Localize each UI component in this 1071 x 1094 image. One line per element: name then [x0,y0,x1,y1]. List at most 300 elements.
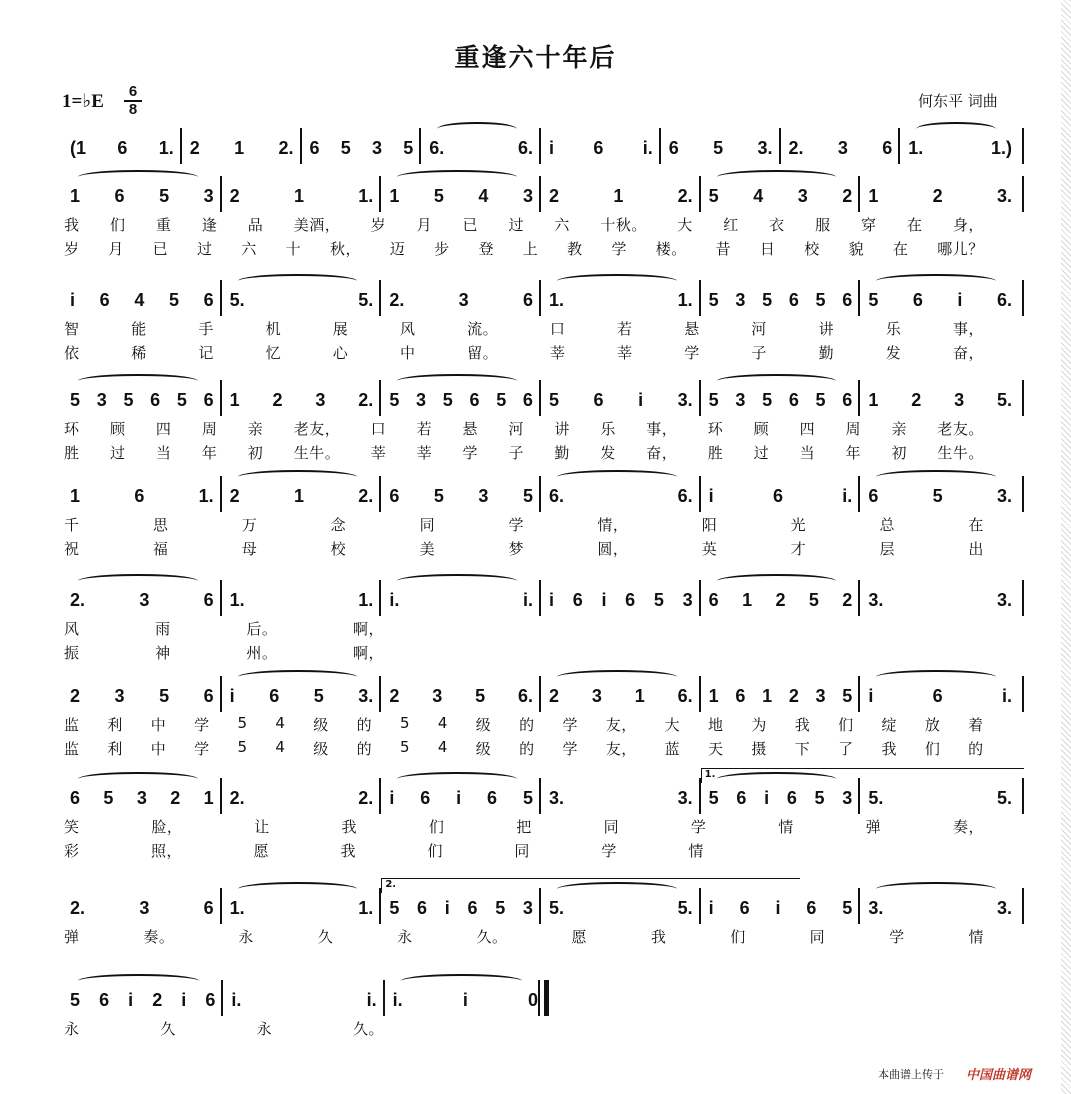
note: 2 [932,186,943,206]
lyric-word: 层 [879,540,896,558]
lyric-word: 奏。 [143,928,175,946]
time-signature-top: 6 [128,83,138,100]
note: 2. [70,590,86,610]
lyric-word: 机 [265,320,282,338]
note: 6. [517,138,533,158]
lyric-word: 周 [845,420,862,438]
note: 6 [420,788,431,808]
lyric-word: 4 [437,714,448,732]
barline [539,476,541,512]
barline [898,128,900,164]
note: 4 [478,186,489,206]
slur [397,574,517,588]
note: 1 [293,486,304,506]
barline [539,580,541,616]
lyric-word: 祝 [64,540,80,558]
lyric-word: 身， [952,216,984,234]
note: i [389,788,395,808]
lyric-word: 利 [107,716,123,734]
note: i [775,898,781,918]
lyric-word: 学 [462,444,479,462]
note: 6 [522,390,533,410]
lyric-word: 监 [64,740,80,758]
lyric-word: 情 [778,818,794,836]
note: 3. [868,898,884,918]
slur [397,374,517,388]
page-title: 重逢六十年后 [454,43,617,72]
lyric-word: 年 [845,444,862,462]
lyric-word: 们 [427,842,443,860]
measure [231,990,376,1016]
lyric-word: 了 [838,740,854,758]
measure [389,486,533,512]
note: 3. [358,686,374,706]
lyric-word: 让 [254,818,270,836]
author-credit: 何东平 词曲 [918,92,998,110]
site-logo: 中国曲谱网 [966,1068,1032,1083]
lyric-word: 友， [605,740,637,758]
measure [868,788,1012,814]
lyric-word: 过 [508,216,524,234]
slur [557,274,677,288]
lyric-word: 万 [241,516,258,534]
lyric-line-1 [64,926,984,948]
note: 5 [815,290,826,310]
note: 3 [458,290,469,310]
notes-row [0,580,1071,616]
note: 4 [134,290,145,310]
note: (1 [70,138,87,158]
measure [389,898,533,924]
note: i. [389,590,400,610]
measure [868,290,1012,316]
measure [230,788,374,814]
lyric-word: 顾 [109,420,126,438]
note: 5 [762,290,773,310]
note: 6 [788,390,799,410]
note: 3. [677,788,693,808]
slur [78,170,198,184]
lyric-word: 学 [611,240,627,258]
note: 5 [475,686,486,706]
note: 6. [429,138,445,158]
lyric-word: 哪儿？ [937,240,984,258]
barline [699,580,701,616]
note: 6 [868,486,879,506]
lyric-word: 5 [237,714,248,732]
slur [397,170,517,184]
note: 5 [496,390,507,410]
lyric-word: 讲 [818,320,835,338]
note: 5 [762,390,773,410]
note: 6 [205,990,216,1010]
lyric-word: 级 [313,716,329,734]
slur [876,470,996,484]
lyric-word: 我 [650,928,667,946]
note: 5 [389,898,400,918]
lyric-word: 初 [247,444,264,462]
note: 6 [150,390,161,410]
final-barline-thick [544,980,549,1016]
lyric-word: 若 [416,420,433,438]
lyric-word: 岁 [64,240,80,258]
page-edge-pattern [1061,0,1071,1094]
note: 6 [806,898,817,918]
note: 2. [358,788,374,808]
slur [238,470,358,484]
note: i. [522,590,533,610]
note: 6 [786,788,797,808]
measure [908,138,1012,164]
measure [429,138,533,164]
barline [539,676,541,712]
lyric-word: 学 [690,818,707,836]
lyric-word: 过 [196,240,213,258]
note: 6 [593,138,604,158]
note: 6 [739,898,750,918]
note: 3. [549,788,565,808]
barline [539,176,541,212]
note: 6 [842,390,853,410]
lyric-word: 教 [567,240,583,258]
lyric-word: 笑 [64,818,80,836]
lyric-word: 胜 [707,444,724,462]
barline [220,676,222,712]
lyric-word: 大 [677,216,693,234]
note: 2 [170,788,181,808]
note: 1. [229,898,245,918]
note: i [601,590,607,610]
lyric-word: 地 [708,716,724,734]
barline [1022,580,1024,616]
lyric-word: 六 [241,240,257,258]
note: i [708,486,714,506]
note: 5. [229,290,245,310]
note: 5 [433,186,444,206]
lyric-word: 级 [313,740,329,758]
lyric-word: 逢 [201,216,218,234]
barline [1022,778,1024,814]
lyric-word: 的 [356,740,373,758]
lyric-word: 在 [968,516,984,534]
lyric-word: 过 [753,444,770,462]
barline [220,280,222,316]
lyric-word: 情 [968,928,984,946]
note: 2 [272,390,283,410]
lyric-word: 过 [109,444,126,462]
note: 1 [742,590,753,610]
note: 2. [70,898,86,918]
measure [389,788,533,814]
note: 6 [99,290,110,310]
notes-row [0,176,1071,212]
note: 1 [70,186,81,206]
measure [709,686,853,712]
barline [1022,380,1024,416]
measure [549,686,693,712]
note: 6 [417,898,428,918]
note: i [638,390,644,410]
lyric-word: 们 [924,740,941,758]
lyric-word: 莘 [617,344,633,362]
barline [858,280,860,316]
note: 5 [549,390,560,410]
lyric-word: 蓝 [664,740,681,758]
note: i. [642,138,653,158]
barline [858,176,860,212]
note: 5. [868,788,884,808]
barline [659,128,661,164]
lyric-word: 母 [241,540,258,558]
measure [70,990,215,1016]
measure [389,390,533,416]
measure [230,186,374,212]
lyric-word: 啊， [352,620,384,638]
lyric-word: 弹 [64,928,80,946]
note: 6 [469,390,480,410]
lyric-word: 风 [399,320,416,338]
note: 3. [868,590,884,610]
note: 5. [358,290,374,310]
note: 3 [815,686,826,706]
note: 5 [708,186,719,206]
lyric-word: 们 [838,716,854,734]
lyric-word: 风 [64,620,80,638]
note: 5 [176,390,187,410]
lyric-word: 十 [285,240,302,258]
note: 5 [168,290,179,310]
lyric-line-2 [64,538,984,560]
notes-row [0,769,1071,814]
lyric-line-2 [64,840,704,862]
slur [238,670,358,684]
lyric-word: 总 [879,516,896,534]
note: 5. [996,390,1012,410]
note: 3 [522,186,533,206]
lyric-word: 已 [152,240,169,258]
note: 3 [371,138,382,158]
note: 3 [139,590,150,610]
barline [1022,128,1024,164]
lyric-word: 年 [201,444,218,462]
lyric-line-1 [64,318,984,340]
measure [549,186,693,212]
lyric-word: 日 [759,240,776,258]
note: i. [366,990,377,1010]
note: 5 [389,390,400,410]
note: 3 [136,788,147,808]
lyric-word: 中 [399,344,416,362]
note: i [708,898,714,918]
note: 2. [788,138,804,158]
note: 6 [203,686,214,706]
note: 6 [772,486,783,506]
lyric-word: 已 [462,216,479,234]
slur [78,772,198,786]
note: 1. [549,290,565,310]
note: 1 [868,186,879,206]
lyric-line-1 [64,1018,384,1040]
volta-bracket: 1. [701,768,1024,783]
lyric-word: 楼。 [655,240,687,258]
measure [389,290,533,316]
lyric-word: 我 [881,740,897,758]
measure [868,390,1012,416]
note: 3. [996,590,1012,610]
note: 2 [911,390,922,410]
lyric-word: 事， [646,420,678,438]
note: 2 [842,186,853,206]
lyric-word: 乐 [885,320,902,338]
lyric-word: 才 [790,540,807,558]
note: 3 [842,788,853,808]
note: 5 [708,788,719,808]
lyric-word: 的 [519,716,535,734]
lyric-word: 生牛。 [293,444,341,462]
lyric-word: 雨 [155,620,171,638]
note: 2 [189,138,200,158]
lyric-word: 后。 [246,620,278,638]
note: 5 [403,138,414,158]
lyric-word: 生牛。 [937,444,984,462]
lyric-word: 亲 [247,420,264,438]
lyric-word: 们 [109,216,126,234]
note: 6 [735,686,746,706]
note: 3 [735,290,746,310]
lyric-word: 学 [684,344,700,362]
lyric-word: 貌 [848,240,865,258]
slur [717,574,837,588]
note: 6 [912,290,923,310]
note: i [456,788,462,808]
measure [389,590,533,616]
lyric-word: 的 [356,716,373,734]
note: 6 [708,590,719,610]
slur [557,670,677,684]
note: 1 [762,686,773,706]
lyric-word: 服 [815,216,831,234]
measure [709,390,853,416]
barline [858,676,860,712]
lyric-word: 福 [152,540,169,558]
lyric-word: 周 [201,420,218,438]
lyric-word: 的 [519,740,535,758]
lyric-word: 大 [664,716,681,734]
slur [238,882,358,896]
note: 6 [203,390,214,410]
barline [699,476,701,512]
lyric-word: 事， [952,320,984,338]
lyric-word: 河 [751,320,767,338]
note: 3. [996,486,1012,506]
lyric-word: 5 [237,738,248,756]
measure [549,290,693,316]
note: 1 [708,686,719,706]
slur [876,274,996,288]
lyric-word: 流。 [467,320,499,338]
barline [419,128,421,164]
note: i [70,290,76,310]
note: 3 [797,186,808,206]
note: 5. [677,898,693,918]
lyric-word: 品 [247,216,264,234]
lyric-word: 手 [198,320,214,338]
note: 5 [708,390,719,410]
measure [549,138,653,164]
measure [549,390,693,416]
note: 1 [293,186,304,206]
lyric-word: 级 [475,716,492,734]
barline [379,176,381,212]
note: 2 [549,186,560,206]
note: 5 [442,390,453,410]
barline [180,128,182,164]
lyric-word: 美 [419,540,436,558]
barline [1022,176,1024,212]
barline [220,476,222,512]
barline [1022,476,1024,512]
note: 3. [996,898,1012,918]
barline [379,380,381,416]
lyric-word: 愿 [253,842,269,860]
lyric-word: 依 [64,344,80,362]
note: 3 [522,898,533,918]
note: i [128,990,134,1010]
lyric-word: 十秋。 [600,216,647,234]
note: 6 [572,590,583,610]
lyric-word: 勤 [554,444,570,462]
note: 5 [159,186,170,206]
note: 2 [549,686,560,706]
note: 3 [203,186,214,206]
measure [709,788,853,814]
note: 6 [99,990,110,1010]
note: 3. [677,390,693,410]
barline [539,128,541,164]
note: 3 [96,390,107,410]
measure [669,138,773,164]
note: 3 [315,390,326,410]
lyric-word: 学 [889,928,905,946]
note: 1 [389,186,400,206]
footer-upload-text: 本曲谱上传于 [878,1068,944,1081]
barline [699,176,701,212]
barline [379,676,381,712]
lyric-word: 智 [64,320,80,338]
measure [709,290,853,316]
note: 2 [389,686,400,706]
lyric-line-2 [64,642,384,664]
note: i [462,990,468,1010]
note: i [549,138,555,158]
note: 5 [70,990,81,1010]
lyric-word: 心 [332,344,349,362]
lyric-word: 啊， [352,644,384,662]
barline [858,476,860,512]
lyric-word: 千 [64,516,80,534]
note: 5 [495,898,506,918]
note: 3 [591,686,602,706]
note: 2. [278,138,294,158]
lyric-word: 岁 [370,216,387,234]
lyric-word: 摄 [751,740,767,758]
note: 6 [203,590,214,610]
lyric-word: 中 [150,740,167,758]
measure [70,686,214,712]
measure [868,186,1012,212]
note: 3 [416,390,427,410]
note: 3 [837,138,848,158]
